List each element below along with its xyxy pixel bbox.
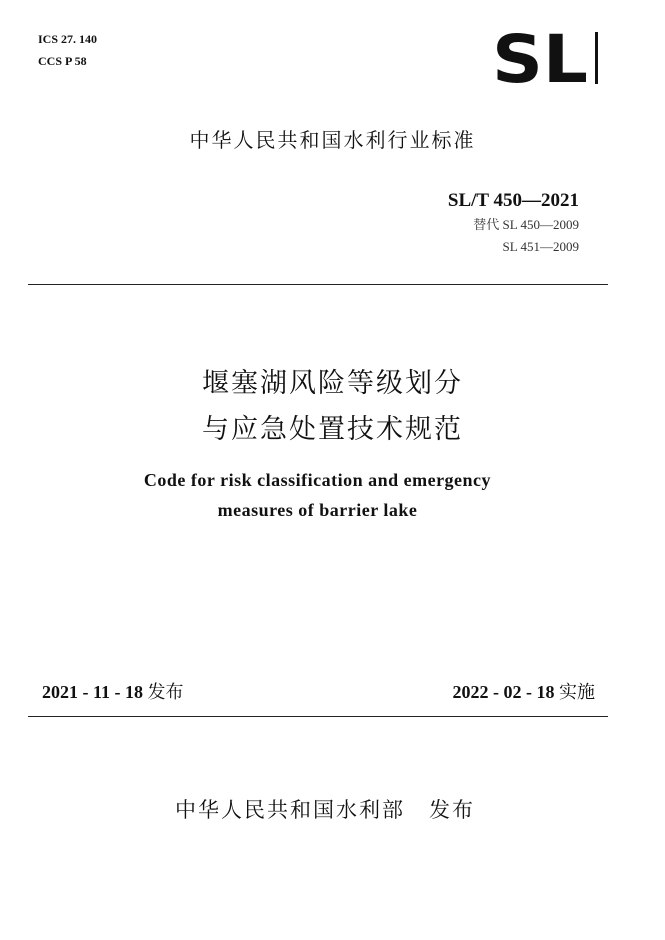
ccs-code: CCS P 58 (38, 54, 87, 68)
ics-code: ICS 27. 140 (38, 32, 98, 46)
bottom-divider (28, 716, 608, 717)
classification-codes (38, 28, 97, 72)
standard-type: 中华人民共和国水利行业标准 (189, 128, 476, 152)
sl-logo (492, 28, 600, 88)
title-cn-line2: 与应急处置技术规范 (202, 414, 463, 445)
publisher-label: 发布 (429, 798, 475, 822)
replaces-code-1: 替代 SL 450—2009 (473, 217, 579, 232)
effective-date: 2022 - 02 - 18 (452, 682, 555, 702)
effective-label: 实施 (559, 682, 595, 703)
title-en-line2: measures of barrier lake (217, 500, 418, 520)
sl-logo-text: SL (492, 28, 588, 88)
replaces-code-2: SL 451—2009 (502, 239, 579, 254)
publisher (0, 794, 650, 824)
issue-date-block (42, 678, 184, 704)
issue-date: 2021 - 11 - 18 (42, 682, 143, 702)
effective-date-block (453, 678, 596, 704)
title-cn-line1: 堰塞湖风险等级划分 (202, 368, 463, 399)
standard-codes (448, 188, 579, 258)
title-en-line1: Code for risk classification and emergency (143, 470, 492, 490)
standard-number: SL/T 450—2021 (447, 190, 579, 211)
publisher-org: 中华人民共和国水利部 (175, 798, 405, 822)
top-divider (28, 284, 608, 285)
issue-label: 发布 (147, 682, 184, 703)
